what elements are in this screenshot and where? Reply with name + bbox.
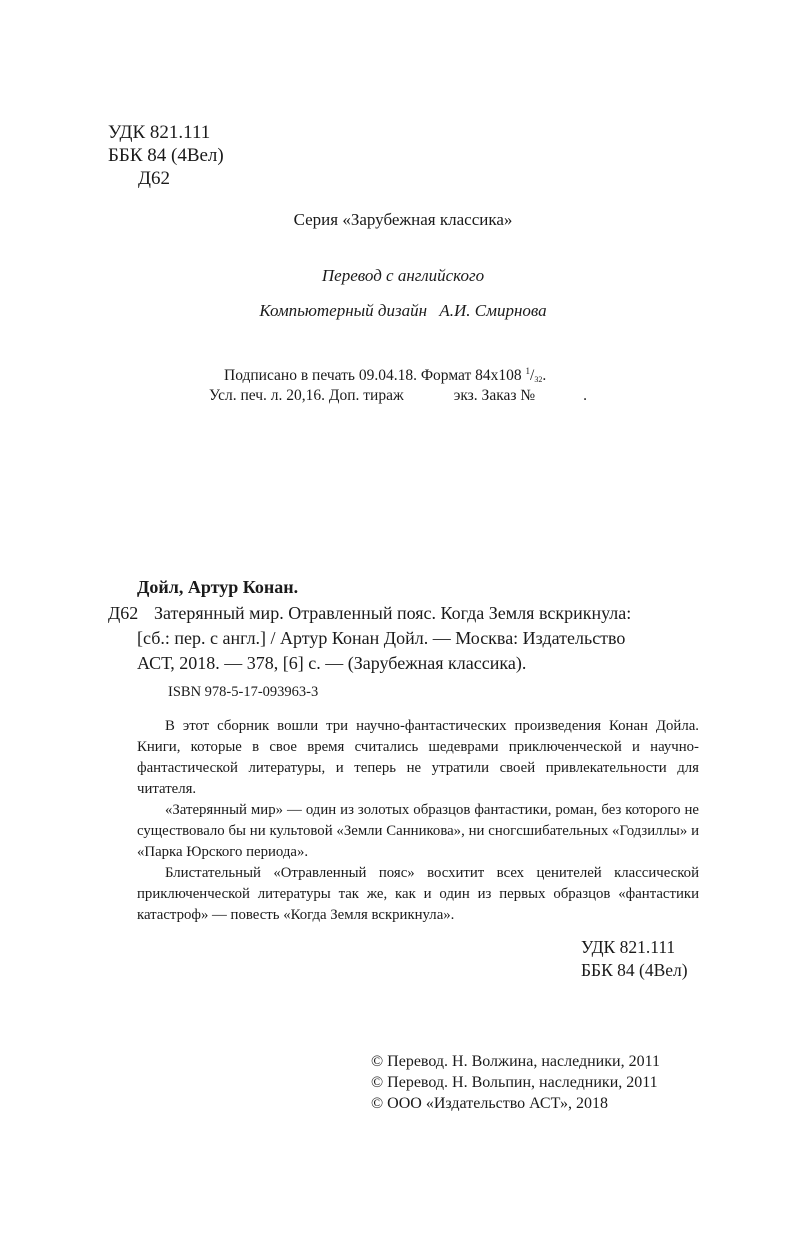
annotation-paragraph: Блистательный «Отравленный пояс» восхитит всех ценителей классической приключенческой литературы так же, как и один из первых образцов «фантастики катастроф» — повесть «Когда Земля вскрикнула».: [137, 865, 699, 923]
print-signed: Подписано в печать 09.04.18. Формат 84x108: [224, 367, 522, 384]
print-info-line-2: [209, 387, 587, 405]
print-info-line-1: Подписано в печать 09.04.18. Формат 84x108 $^1/_{32}$.: [224, 366, 547, 384]
bbk-code: ББК 84 (4Вел): [581, 960, 688, 980]
annotation-paragraph: В этот сборник вошли три научно-фантастических произведения Конан Дойла. Книги, которые в свое время считались шедеврами приключенческой и научно-фантастической литературы, и теперь не утратили своей привлекательности для читателя.: [137, 718, 699, 797]
copyright-line: © ООО «Издательство АСТ», 2018: [371, 1095, 608, 1112]
udk-code: УДК 821.111: [581, 937, 676, 957]
udk-code: УДК 821.111: [108, 122, 211, 143]
bibliography-record: [108, 601, 631, 676]
annotation: [137, 716, 699, 926]
author-mark: Д62: [138, 168, 170, 189]
classification-codes-top: [108, 121, 224, 190]
design-label: Компьютерный дизайн: [259, 301, 428, 320]
print-sheets: Усл. печ. л. 20,16. Доп. тираж: [209, 387, 404, 404]
format-denominator: 32: [534, 375, 543, 384]
print-end: .: [583, 387, 588, 404]
bibliography-index: Д62: [108, 603, 139, 623]
copyright-notices: [371, 1051, 660, 1114]
classification-codes-bottom: [581, 936, 688, 982]
format-numerator: 1: [525, 366, 531, 376]
design-credit: [0, 301, 786, 321]
copyright-line: © Перевод. Н. Вольпин, наследники, 2011: [371, 1074, 658, 1091]
translation-note: Перевод с английского: [321, 266, 485, 285]
copyright-line: © Перевод. Н. Волжина, наследники, 2011: [371, 1053, 660, 1070]
bbk-code: ББК 84 (4Вел): [108, 145, 224, 166]
bibliography-line-3: АСТ, 2018. — 378, [6] с. — (Зарубежная классика).: [137, 653, 527, 673]
bibliography-author: Дойл, Артур Конан.: [137, 577, 299, 597]
annotation-paragraph: «Затерянный мир» — один из золотых образцов фантастики, роман, без которого не существовало бы ни культовой «Земли Санникова», ни сногсшибательных «Годзиллы» и «Парка Юрского периода».: [137, 802, 699, 860]
print-order: экз. Заказ №: [453, 387, 536, 404]
bibliography-line-1: Затерянный мир. Отравленный пояс. Когда Земля вскрикнула:: [154, 603, 632, 623]
series-line: Серия «Зарубежная классика»: [293, 210, 513, 229]
designer-name: А.И. Смирнова: [439, 301, 547, 320]
isbn: ISBN 978-5-17-093963-3: [168, 684, 319, 700]
bibliography-line-2: [сб.: пер. с англ.] / Артур Конан Дойл. — Москва: Издательство: [137, 628, 626, 648]
